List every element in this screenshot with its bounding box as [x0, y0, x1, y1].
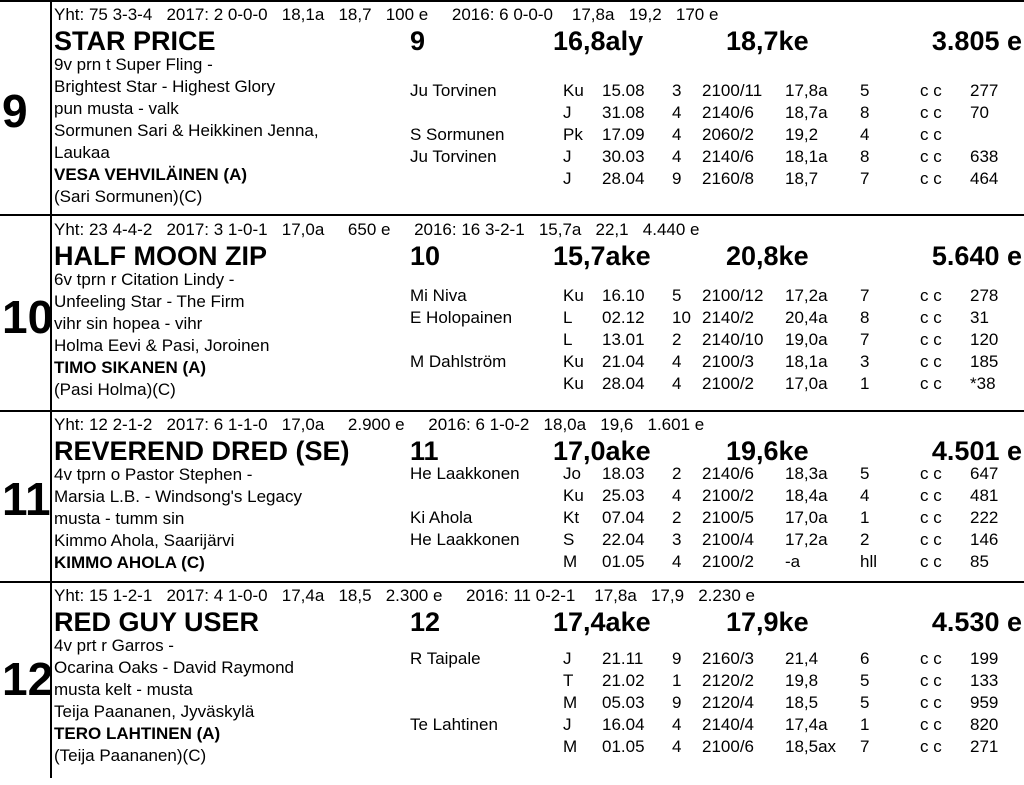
race-cell: 278 — [970, 286, 999, 305]
horse-info-line: 4v prt r Garros - — [54, 636, 174, 655]
race-cell: c c — [920, 693, 942, 712]
driver-name: Ju Torvinen — [410, 147, 497, 166]
start-number: 9 — [2, 85, 28, 137]
race-cell: 638 — [970, 147, 999, 166]
race-cell: 4 — [672, 486, 682, 505]
race-cell: c c — [920, 374, 942, 393]
race-cell: 2140/6 — [702, 147, 754, 166]
race-cell: 959 — [970, 693, 999, 712]
horse-info-line: Sormunen Sari & Heikkinen Jenna, — [54, 121, 319, 140]
earnings: 4.530 e — [931, 607, 1022, 637]
race-cell: 18,4a — [785, 486, 828, 505]
record-best: 19,6ke — [726, 436, 809, 466]
race-cell: 2100/2 — [702, 374, 754, 393]
race-cell: 31.08 — [602, 103, 645, 122]
race-cell: J — [563, 147, 572, 166]
race-cell: 16.10 — [602, 286, 645, 305]
race-cell: 7 — [860, 737, 870, 756]
race-cell: J — [563, 103, 572, 122]
race-cell: 5 — [860, 81, 870, 100]
horse-info-line: 6v tprn r Citation Lindy - — [54, 270, 235, 289]
race-cell: 464 — [970, 169, 999, 188]
race-cell: 5 — [672, 286, 682, 305]
race-cell: 4 — [672, 737, 682, 756]
horse-info-line: 4v tprn o Pastor Stephen - — [54, 465, 253, 484]
race-cell: c c — [920, 530, 942, 549]
race-cell: 17,0a — [785, 374, 828, 393]
trainer-name: TIMO SIKANEN (A) — [54, 358, 207, 377]
race-cell: 70 — [970, 103, 989, 122]
earnings: 3.805 e — [931, 26, 1022, 56]
race-cell: 19,0a — [785, 330, 828, 349]
race-cell: 2100/6 — [702, 737, 754, 756]
race-cell: L — [563, 308, 573, 327]
race-cell: 2100/2 — [702, 486, 754, 505]
race-cell: 17,0a — [785, 508, 828, 527]
race-cell: 2100/12 — [702, 286, 764, 305]
horse-info-line: Laukaa — [54, 143, 110, 162]
race-cell: 5 — [860, 464, 870, 483]
horse-block — [0, 219, 1024, 419]
race-cell: 3 — [672, 530, 682, 549]
race-cell: 185 — [970, 352, 999, 371]
horse-info-line: Brightest Star - Highest Glory — [54, 77, 276, 96]
race-cell: c c — [920, 103, 942, 122]
record-best: 20,8ke — [726, 241, 809, 271]
race-cell: Ku — [563, 352, 584, 371]
race-cell: M — [563, 693, 578, 712]
race-cell: 120 — [970, 330, 999, 349]
race-cell: 19,8 — [785, 671, 819, 690]
race-cell: 4 — [672, 374, 682, 393]
race-cell: 2140/4 — [702, 715, 754, 734]
driver-name: Ki Ahola — [410, 508, 473, 527]
horse-info-line: Holma Eevi & Pasi, Joroinen — [54, 336, 270, 355]
horse-stats: Yht: 12 2-1-2 2017: 6 1-1-0 17,0a 2.900 e 2016: 6 1-0-2 18,0a 19,6 1.601 e — [54, 415, 705, 434]
race-cell: 18,1a — [785, 352, 828, 371]
record-auto: 16,8aly — [553, 26, 644, 56]
record-best: 18,7ke — [726, 26, 809, 56]
race-cell: 17,2a — [785, 530, 828, 549]
race-cell: 21.11 — [602, 649, 644, 668]
race-cell: 2100/5 — [702, 508, 754, 527]
race-cell: 16.04 — [602, 715, 645, 734]
race-cell: 01.05 — [602, 552, 645, 571]
race-cell: 4 — [672, 125, 682, 144]
race-cell: 18,7a — [785, 103, 828, 122]
race-cell: 1 — [860, 374, 870, 393]
race-cell: 2160/8 — [702, 169, 754, 188]
race-cell: c c — [920, 671, 942, 690]
post-position: 12 — [410, 607, 441, 637]
post-position: 10 — [410, 241, 441, 271]
race-cell: c c — [920, 552, 942, 571]
horse-name: HALF MOON ZIP — [54, 241, 267, 271]
race-cell: c c — [920, 286, 942, 305]
race-cell: 19,2 — [785, 125, 819, 144]
race-cell: Ku — [563, 286, 584, 305]
race-cell: 5 — [860, 671, 870, 690]
race-cell: c c — [920, 737, 942, 756]
race-cell: 31 — [970, 308, 989, 327]
race-cell: 481 — [970, 486, 999, 505]
race-cell: 7 — [860, 330, 870, 349]
race-cell: 15.08 — [602, 81, 645, 100]
race-cell: c c — [920, 330, 942, 349]
race-cell: 18,5ax — [785, 737, 837, 756]
race-cell: c c — [920, 147, 942, 166]
race-cell: 9 — [672, 693, 682, 712]
race-cell: 1 — [860, 715, 870, 734]
race-cell: M — [563, 737, 578, 756]
horse-info-line: Unfeeling Star - The Firm — [54, 292, 245, 311]
race-cell: c c — [920, 508, 942, 527]
driver-name: He Laakkonen — [410, 464, 520, 483]
horse-info-line: Teija Paananen, Jyväskylä — [54, 702, 255, 721]
race-cell: 10 — [672, 308, 691, 327]
record-auto: 17,0ake — [553, 436, 651, 466]
race-cell: 18,5 — [785, 693, 819, 712]
race-cell: 2140/6 — [702, 103, 754, 122]
race-cell: 20,4a — [785, 308, 828, 327]
race-cell: 17,8a — [785, 81, 828, 100]
owner-name: (Pasi Holma)(C) — [54, 380, 176, 399]
race-cell: 13.01 — [602, 330, 645, 349]
earnings: 4.501 e — [931, 436, 1022, 466]
race-cell: 30.03 — [602, 147, 645, 166]
race-cell: 17,4a — [785, 715, 828, 734]
horse-block — [0, 414, 1024, 614]
race-cell: J — [563, 649, 572, 668]
race-cell: 01.05 — [602, 737, 645, 756]
race-cell: 199 — [970, 649, 999, 668]
race-cell: 1 — [860, 508, 870, 527]
owner-name: (Sari Sormunen)(C) — [54, 187, 203, 206]
owner-name: (Teija Paananen)(C) — [54, 746, 207, 765]
race-cell: 28.04 — [602, 169, 645, 188]
race-cell: Jo — [563, 464, 581, 483]
horse-info-line: musta - tumm sin — [54, 509, 185, 528]
race-cell: 4 — [672, 715, 682, 734]
race-cell: c c — [920, 308, 942, 327]
race-cell: Pk — [563, 125, 583, 144]
horse-stats: Yht: 15 1-2-1 2017: 4 1-0-0 17,4a 18,5 2.300 e 2016: 11 0-2-1 17,8a 17,9 2.230 e — [54, 586, 755, 605]
horse-stats: Yht: 23 4-4-2 2017: 3 1-0-1 17,0a 650 e 2016: 16 3-2-1 15,7a 22,1 4.440 e — [54, 220, 700, 239]
race-cell: 2100/4 — [702, 530, 754, 549]
race-cell: 28.04 — [602, 374, 645, 393]
race-cell: 21,4 — [785, 649, 819, 668]
race-cell: 277 — [970, 81, 999, 100]
race-cell: 2100/2 — [702, 552, 754, 571]
race-cell: 133 — [970, 671, 999, 690]
trainer-name: TERO LAHTINEN (A) — [54, 724, 221, 743]
race-cell: 18.03 — [602, 464, 645, 483]
race-cell: 2140/10 — [702, 330, 764, 349]
horse-info-line: 9v prn t Super Fling - — [54, 55, 213, 74]
race-cell: 8 — [860, 147, 870, 166]
race-cell: c c — [920, 464, 942, 483]
race-cell: 146 — [970, 530, 999, 549]
race-cell: 2 — [672, 508, 682, 527]
race-cell: 4 — [860, 486, 870, 505]
race-cell: c c — [920, 352, 942, 371]
race-cell: J — [563, 715, 572, 734]
driver-name: Te Lahtinen — [410, 715, 498, 734]
race-cell: 2 — [860, 530, 870, 549]
driver-name: He Laakkonen — [410, 530, 520, 549]
race-cell: 2 — [672, 330, 682, 349]
race-cell: 21.02 — [602, 671, 645, 690]
race-cell: T — [563, 671, 574, 690]
race-cell: 4 — [672, 352, 682, 371]
race-cell: S — [563, 530, 575, 549]
block-divider — [0, 0, 1024, 2]
trainer-name: KIMMO AHOLA (C) — [54, 553, 205, 572]
race-cell: c c — [920, 125, 942, 144]
race-cell: 5 — [860, 693, 870, 712]
race-cell: 4 — [860, 125, 870, 144]
horse-info-line: Marsia L.B. - Windsong's Legacy — [54, 487, 302, 506]
driver-name: M Dahlström — [410, 352, 507, 371]
horse-info-line: musta kelt - musta — [54, 680, 193, 699]
race-cell: L — [563, 330, 573, 349]
race-cell: 2140/6 — [702, 464, 754, 483]
horse-name: REVEREND DRED (SE) — [54, 436, 350, 466]
race-cell: Ku — [563, 486, 584, 505]
horse-info-line: vihr sin hopea - vihr — [54, 314, 203, 333]
race-cell: 18,3a — [785, 464, 828, 483]
driver-name: S Sormunen — [410, 125, 505, 144]
race-cell: *38 — [970, 374, 996, 393]
race-cell: 271 — [970, 737, 999, 756]
race-cell: Ku — [563, 374, 584, 393]
race-cell: 21.04 — [602, 352, 645, 371]
trainer-name: VESA VEHVILÄINEN (A) — [54, 165, 248, 184]
start-number: 12 — [2, 653, 54, 705]
race-cell: 2140/2 — [702, 308, 754, 327]
race-cell: 820 — [970, 715, 999, 734]
race-cell: 22.04 — [602, 530, 645, 549]
race-cell: 4 — [672, 103, 682, 122]
horse-info-line: Ocarina Oaks - David Raymond — [54, 658, 294, 677]
start-number: 11 — [2, 473, 51, 525]
race-cell: 8 — [860, 103, 870, 122]
race-cell: J — [563, 169, 572, 188]
driver-name: Mi Niva — [410, 286, 467, 305]
race-cell: 3 — [672, 81, 682, 100]
race-cell: 05.03 — [602, 693, 645, 712]
driver-name: Ju Torvinen — [410, 81, 497, 100]
driver-name: E Holopainen — [410, 308, 513, 327]
race-cell: 2160/3 — [702, 649, 754, 668]
race-cell: 2120/2 — [702, 671, 754, 690]
race-cell: c c — [920, 169, 942, 188]
race-cell: 222 — [970, 508, 999, 527]
race-cell: 4 — [672, 147, 682, 166]
record-auto: 15,7ake — [553, 241, 651, 271]
race-cell: 85 — [970, 552, 989, 571]
race-cell: 9 — [672, 169, 682, 188]
race-cell: c c — [920, 715, 942, 734]
race-cell: 9 — [672, 649, 682, 668]
race-cell: Ku — [563, 81, 584, 100]
race-cell: 18,1a — [785, 147, 828, 166]
race-cell: 07.04 — [602, 508, 645, 527]
race-cell: 7 — [860, 286, 870, 305]
earnings: 5.640 e — [931, 241, 1022, 271]
race-cell: 7 — [860, 169, 870, 188]
race-cell: 2 — [672, 464, 682, 483]
race-cell: 18,7 — [785, 169, 819, 188]
race-cell: 3 — [860, 352, 870, 371]
race-cell: M — [563, 552, 578, 571]
race-cell: 647 — [970, 464, 999, 483]
race-cell: 2060/2 — [702, 125, 754, 144]
race-cell: 2120/4 — [702, 693, 754, 712]
race-cell: 8 — [860, 308, 870, 327]
race-cell: c c — [920, 486, 942, 505]
race-cell: 1 — [672, 671, 682, 690]
horse-info-line: pun musta - valk — [54, 99, 179, 118]
race-cell: 6 — [860, 649, 870, 668]
race-cell: -a — [785, 552, 801, 571]
race-cell: 2100/3 — [702, 352, 754, 371]
record-auto: 17,4ake — [553, 607, 651, 637]
race-cell: 4 — [672, 552, 682, 571]
record-best: 17,9ke — [726, 607, 809, 637]
horse-block — [0, 4, 1024, 204]
race-cell: Kt — [563, 508, 580, 527]
horse-info-line: Kimmo Ahola, Saarijärvi — [54, 531, 235, 550]
horse-block — [0, 585, 1024, 785]
race-cell: 2100/11 — [702, 81, 763, 100]
race-cell: 25.03 — [602, 486, 645, 505]
race-cell: c c — [920, 649, 942, 668]
driver-name: R Taipale — [410, 649, 481, 668]
post-position: 11 — [410, 436, 439, 466]
block-divider — [0, 214, 1024, 216]
start-number: 10 — [2, 291, 54, 343]
horse-name: RED GUY USER — [54, 607, 260, 637]
race-cell: 17,2a — [785, 286, 828, 305]
race-cell: c c — [920, 81, 942, 100]
horse-name: STAR PRICE — [54, 26, 216, 56]
race-cell: 17.09 — [602, 125, 645, 144]
race-cell: 02.12 — [602, 308, 645, 327]
race-cell: hll — [860, 552, 878, 571]
post-position: 9 — [410, 26, 426, 56]
horse-stats: Yht: 75 3-3-4 2017: 2 0-0-0 18,1a 18,7 100 e 2016: 6 0-0-0 17,8a 19,2 170 e — [54, 5, 719, 24]
